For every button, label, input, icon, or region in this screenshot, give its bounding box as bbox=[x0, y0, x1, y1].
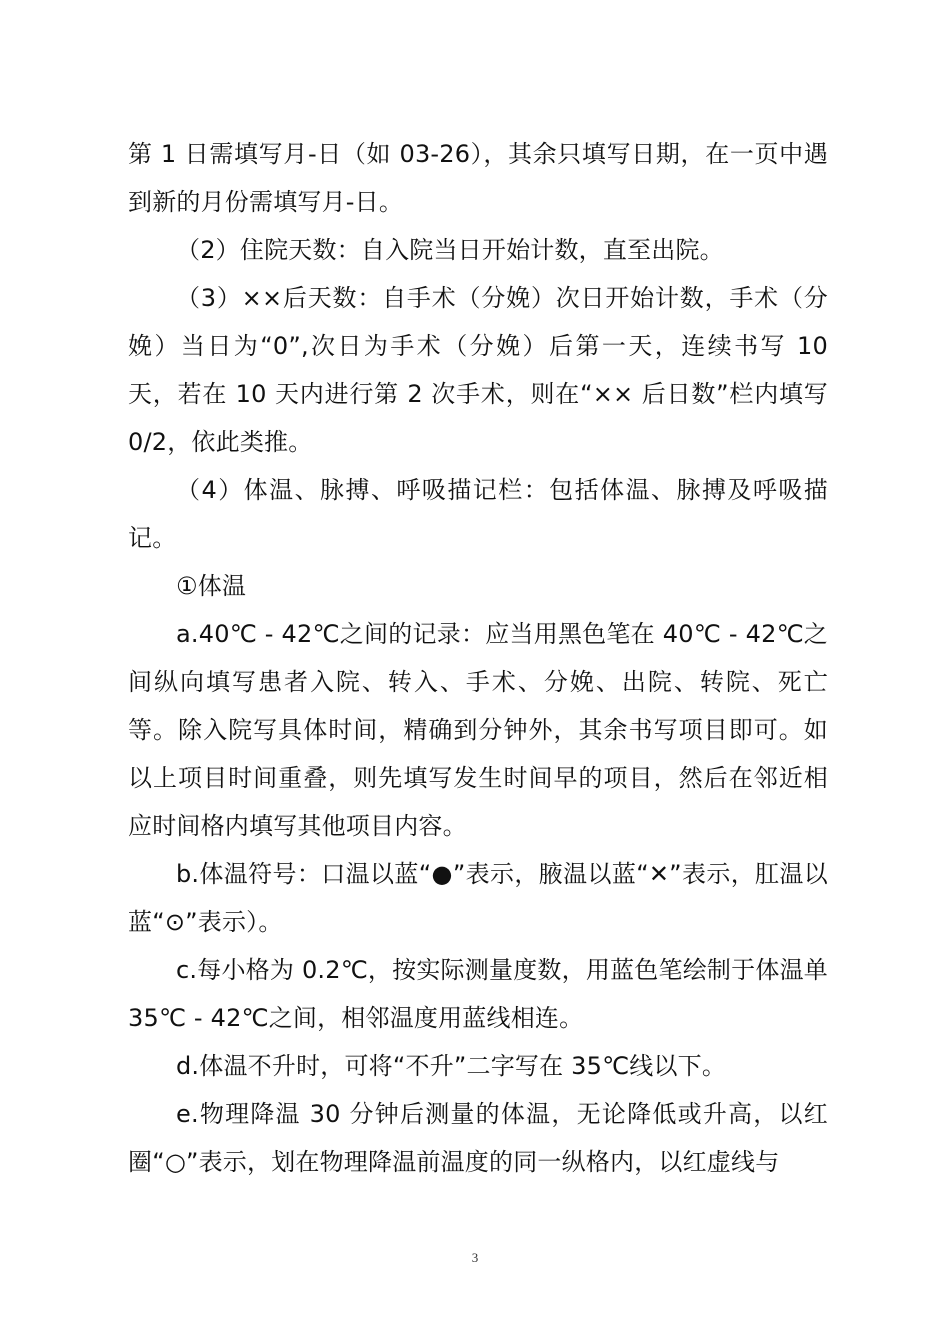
heading-temperature: ①体温 bbox=[176, 572, 247, 600]
paragraph-item-a: a.40℃ - 42℃之间的记录：应当用黑色笔在 40℃ - 42℃之间纵向填写患者入院、转入、手术、分娩、出院、转院、死亡等。除入院写具体时间，精确到分钟外，其余书写项目即可。如以上项目时间重叠，则先填写发生时间早的项目，然后在邻近相应时间格内填写其他项目内容。 bbox=[128, 620, 828, 840]
paragraph-vitals-section: （4）体温、脉搏、呼吸描记栏：包括体温、脉搏及呼吸描记。 bbox=[128, 476, 828, 552]
paragraph-hospital-days: （2）住院天数：自入院当日开始计数，直至出院。 bbox=[176, 236, 724, 264]
paragraph-item-c: c.每小格为 0.2℃，按实际测量度数，用蓝色笔绘制于体温单 35℃ - 42℃之间，相邻温度用蓝线相连。 bbox=[128, 956, 828, 1032]
page-number: 3 bbox=[471, 1250, 479, 1265]
paragraph-date-rule: 第 1 日需填写月-日（如 03-26），其余只填写日期，在一页中遇到新的月份需填写月-日。 bbox=[128, 140, 828, 216]
body-text bbox=[128, 130, 828, 1186]
paragraph-item-d: d.体温不升时，可将“不升”二字写在 35℃线以下。 bbox=[176, 1052, 727, 1080]
paragraph-post-op-days: （3）××后天数：自手术（分娩）次日开始计数，手术（分娩）当日为“0”,次日为手术（分娩）后第一天，连续书写 10 天，若在 10 天内进行第 2 次手术，则在“×× 后日数”栏内填写 0/2，依此类推。 bbox=[128, 284, 828, 456]
paragraph-item-b: b.体温符号：口温以蓝“●”表示，腋温以蓝“✕”表示，肛温以蓝“⊙”表示）。 bbox=[128, 860, 828, 936]
paragraph-item-e: e.物理降温 30 分钟后测量的体温，无论降低或升高，以红圈“○”表示，划在物理降温前温度的同一纵格内，以红虚线与 bbox=[128, 1100, 828, 1176]
